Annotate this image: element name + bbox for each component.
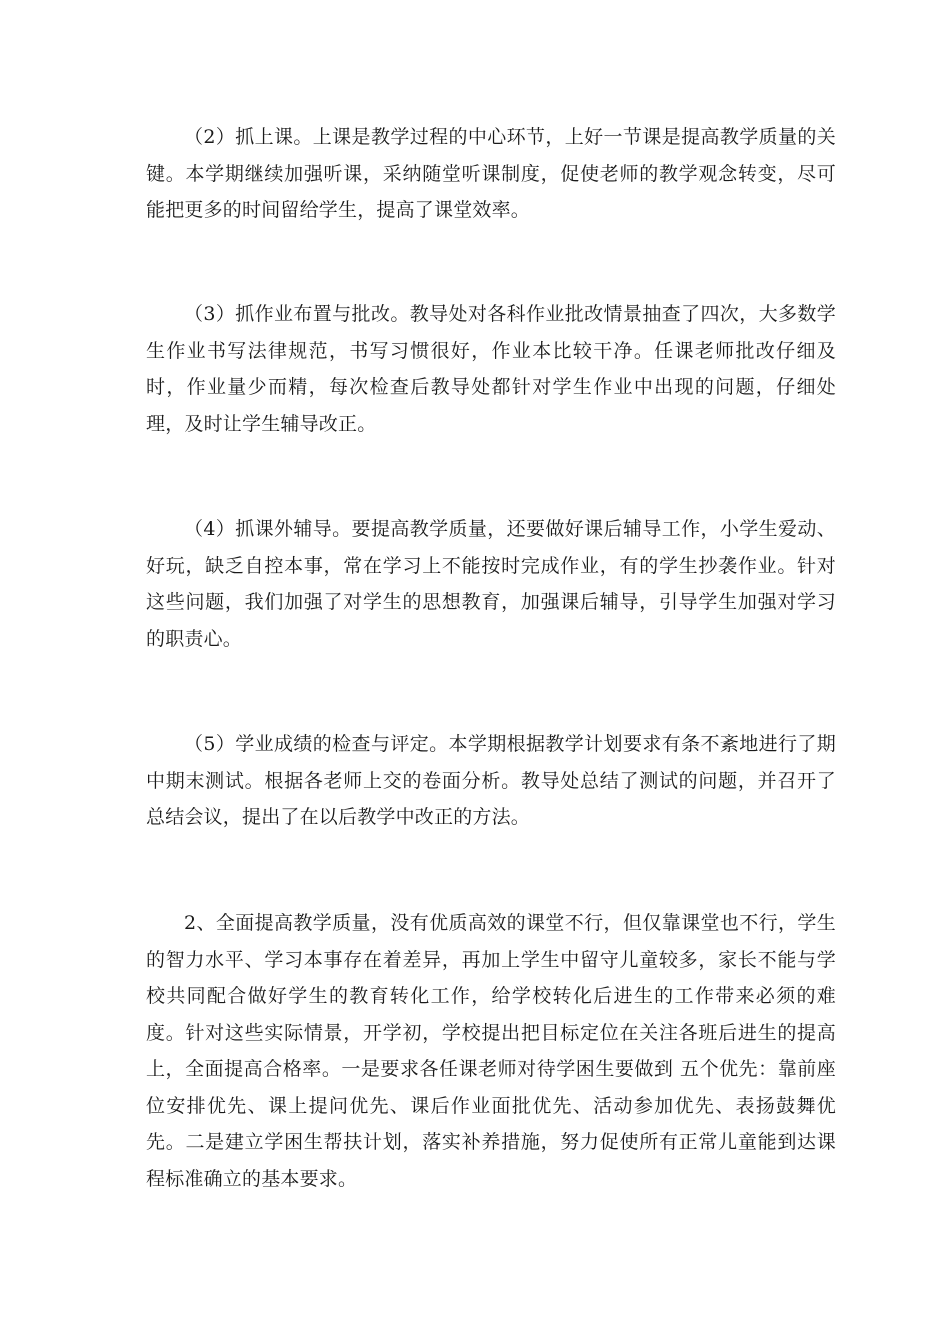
paragraph-2-attend-class: （2）抓上课。上课是教学过程的中心环节，上好一节课是提高教学质量的关键。本学期继续加强听课，采纳随堂听课制度，促使老师的教学观念转变，尽可能把更多的时间留给学生，提高了课堂效率。 xyxy=(146,126,836,221)
paragraph-3-homework: （3）抓作业布置与批改。教导处对各科作业批改情景抽查了四次，大多数学生作业书写法律规范，书写习惯很好，作业本比较干净。任课老师批改仔细及时，作业量少而精，每次检查后教导处都针对学生作业中出现的问题，仔细处理，及时让学生辅导改正。 xyxy=(146,303,836,435)
paragraph-5-assessment: （5）学业成绩的检查与评定。本学期根据教学计划要求有条不紊地进行了期中期末测试。根据各老师上交的卷面分析。教导处总结了测试的问题，并召开了总结会议，提出了在以后教学中改正的方法。 xyxy=(146,733,836,828)
paragraph-4-tutoring: （4）抓课外辅导。要提高教学质量，还要做好课后辅导工作，小学生爱动、好玩，缺乏自控本事，常在学习上不能按时完成作业，有的学生抄袭作业。针对这些问题，我们加强了对学生的思想教育，加强课后辅导，引导学生加强对学习的职责心。 xyxy=(146,518,836,650)
paragraph-section-2-quality: 2、全面提高教学质量，没有优质高效的课堂不行，但仅靠课堂也不行，学生的智力水平、学习本事存在着差异，再加上学生中留守儿童较多，家长不能与学校共同配合做好学生的教育转化工作，给学校转化后进生的工作带来必须的难度。针对这些实际情景，开学初，学校提出把目标定位在关注各班后进生的提高上，全面提高合格率。一是要求各任课老师对待学困生要做到 五个优先：靠前座位安排优先、课上提问优先、课后作业面批优先、活动参加优先、表扬鼓舞优先。二是建立学困生帮扶计划，落实补养措施，努力促使所有正常儿童能到达课程标准确立的基本要求。 xyxy=(146,912,836,1190)
